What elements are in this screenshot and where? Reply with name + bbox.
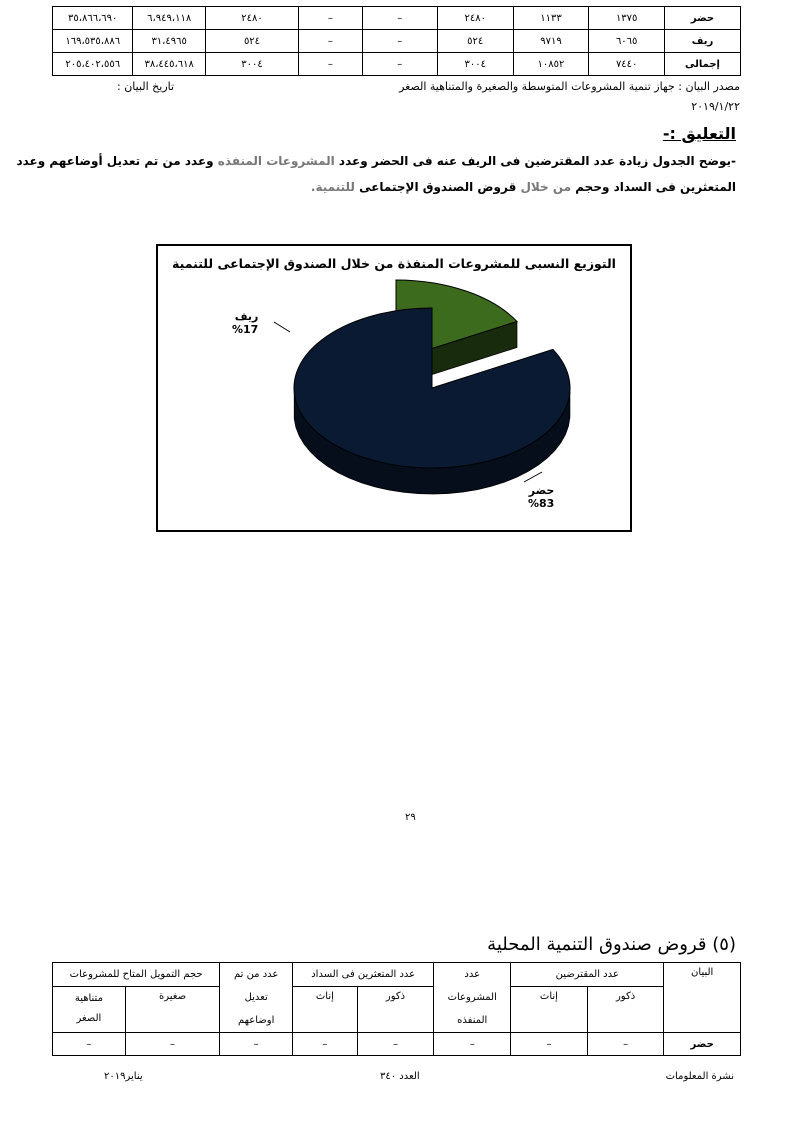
leader-line: [524, 472, 542, 482]
chart-title: التوزيع النسبى للمشروعات المنفذة من خلال الصندوق الإجتماعى للتنمية: [172, 256, 616, 271]
table-cell: ٥٢٤: [437, 30, 513, 53]
table-row: [53, 53, 741, 76]
table-cell: ٣٥،٨٦٦،٦٩٠: [53, 7, 133, 30]
header-males: ذكور: [587, 986, 664, 1032]
table-cell: ٣٠٠٤: [437, 53, 513, 76]
comment-heading: التعليق :-: [662, 124, 736, 143]
table-cell: ٧٤٤٠: [589, 53, 665, 76]
comment-line-1: [16, 154, 736, 168]
header-projects: [434, 963, 511, 1033]
bottom-table: [52, 962, 741, 1056]
table-cell: ١٦٩،٥٣٥،٨٨٦: [53, 30, 133, 53]
section-title: (٥) قروض صندوق التنمية المحلية: [487, 934, 736, 955]
header-d-females: إناث: [293, 986, 358, 1032]
header-projects-line: المنفذه: [457, 1015, 488, 1026]
comment-text: المتعثرين فى السداد وحجم: [571, 180, 736, 194]
header-micro-line: الصغر: [76, 1012, 102, 1024]
source-text: مصدر البيان : جهاز تنمية المشروعات المتوسطة والصغيرة والمتناهية الصغر: [399, 80, 740, 93]
comment-line-2: [311, 180, 736, 194]
header-adjusted-line: عدد من تم: [233, 969, 279, 980]
table-cell: –: [357, 1033, 434, 1056]
table-cell: –: [293, 1033, 358, 1056]
comment-text: من خلال: [520, 180, 572, 194]
header-small: صغيرة: [125, 986, 220, 1032]
comment-text: -يوضح الجدول زيادة عدد المقترضين فى الريف عنه فى الحضر وعدد: [334, 154, 736, 168]
table-cell: ٣٨،٤٤٥،٦١٨: [133, 53, 205, 76]
leader-line: [274, 322, 290, 332]
table-cell: –: [53, 1033, 126, 1056]
row-label: إجمالى: [665, 53, 741, 76]
table-cell: ٣٠٠٤: [205, 53, 298, 76]
source-date-label: تاريخ البيان :: [117, 80, 175, 93]
table-cell: ٦،٩٤٩،١١٨: [133, 7, 205, 30]
row-label: ريف: [665, 30, 741, 53]
table-cell: ٥٢٤: [205, 30, 298, 53]
header-micro-line: متناهية: [74, 992, 103, 1004]
table-cell: –: [362, 30, 437, 53]
slice-label-value: %17: [232, 323, 259, 336]
table-row: [53, 30, 741, 53]
header-adjusted-line: تعديل: [244, 992, 268, 1003]
table-cell: ١٠٨٥٢: [513, 53, 589, 76]
table-cell: ٢٠٥،٤٠٢،٥٥٦: [53, 53, 133, 76]
pie-slice-urban: [294, 308, 570, 468]
slice-label-value: %83: [528, 497, 555, 510]
header-funding: حجم التمويل المتاح للمشروعات: [53, 963, 220, 987]
table-cell: –: [125, 1033, 220, 1056]
table-cell: –: [434, 1033, 511, 1056]
header-statement: البيان: [664, 963, 741, 1033]
table-cell: ٩٧١٩: [513, 30, 589, 53]
table-cell: ٦٠٦٥: [589, 30, 665, 53]
comment-text: للتنمية.: [310, 180, 355, 194]
footer-issue: العدد ٣٤٠: [380, 1071, 420, 1082]
table-cell: ١٣٧٥: [589, 7, 665, 30]
header-females: إناث: [511, 986, 588, 1032]
row-label: حضر: [665, 7, 741, 30]
row-label: حضر: [664, 1033, 741, 1056]
slice-label-name: ريف: [234, 310, 259, 323]
header-adjusted-line: اوضاعهم: [237, 1015, 275, 1026]
table-cell: ٢٤٨٠: [205, 7, 298, 30]
header-adjusted: [220, 963, 293, 1033]
footer-date: يناير٢٠١٩: [104, 1071, 143, 1082]
header-d-males: ذكور: [357, 986, 434, 1032]
table-cell: –: [362, 7, 437, 30]
table-cell: –: [511, 1033, 588, 1056]
footer-publication: نشرة المعلومات: [665, 1071, 734, 1082]
slice-label-name: حضر: [528, 484, 555, 497]
header-borrowers: عدد المقترضين: [511, 963, 664, 987]
table-cell: ٢٤٨٠: [437, 7, 513, 30]
top-table: [52, 6, 741, 76]
header-projects-line: المشروعات: [447, 992, 497, 1003]
page-number: ٢٩: [405, 812, 416, 823]
table-cell: –: [299, 53, 363, 76]
table-cell: –: [220, 1033, 293, 1056]
slice-label-rural: [232, 310, 258, 336]
table-cell: –: [299, 7, 363, 30]
pie-chart: [156, 244, 632, 532]
table-row: [53, 7, 741, 30]
header-projects-line: عدد: [464, 969, 481, 980]
slice-label-urban: [528, 484, 554, 510]
comment-text: المشروعات المنفذه: [217, 154, 335, 168]
table-cell: ١١٣٣: [513, 7, 589, 30]
source-date: ٢٠١٩/١/٢٢: [691, 100, 740, 113]
header-defaulters: عدد المتعثرين فى السداد: [293, 963, 434, 987]
table-cell: –: [587, 1033, 664, 1056]
comment-text: وعدد من تم تعديل أوضاعهم وعدد: [16, 154, 218, 168]
table-cell: –: [362, 53, 437, 76]
table-cell: –: [299, 30, 363, 53]
pie-chart-svg: [158, 246, 630, 530]
table-cell: ٣١،٤٩٦٥: [133, 30, 205, 53]
comment-text: قروض الصندوق الإجتماعى: [354, 180, 521, 194]
header-micro: [53, 986, 126, 1032]
